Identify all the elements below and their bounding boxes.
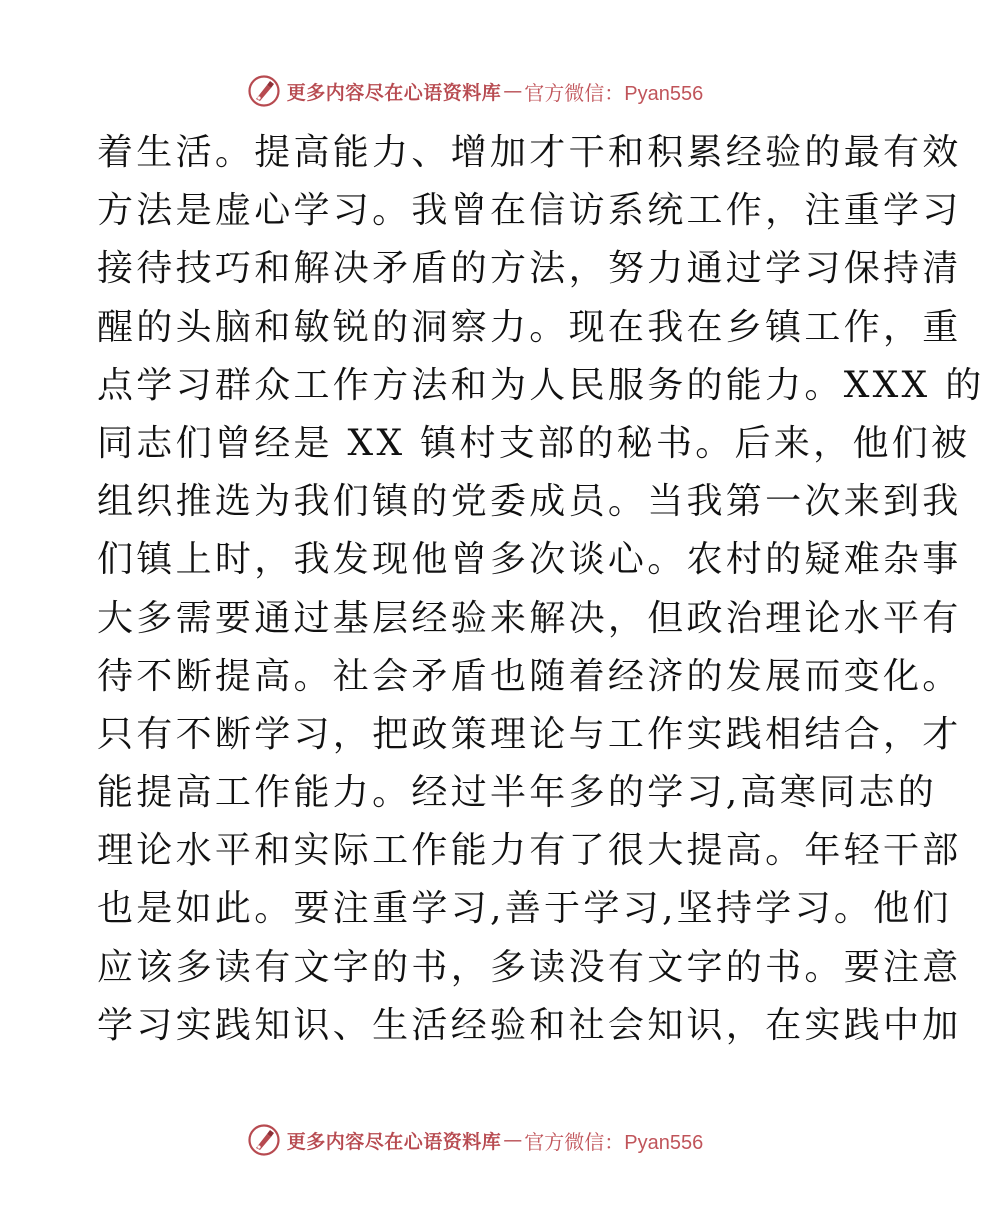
- watermark-separator: —: [503, 80, 523, 102]
- body-line: 同志们曾经是 XX 镇村支部的秘书。后来，他们被: [97, 422, 971, 464]
- body-line: 能提高工作能力。经过半年多的学习,高寒同志的: [97, 772, 938, 814]
- body-line: 组织推选为我们镇的党委成员。当我第一次来到我: [97, 481, 962, 523]
- document-body: [97, 124, 985, 1055]
- header-watermark: [0, 71, 950, 111]
- body-line: 醒的头脑和敏锐的洞察力。现在我在乡镇工作，重: [97, 306, 962, 348]
- body-line: 应该多读有文字的书，多读没有文字的书。要注意: [97, 946, 962, 988]
- body-line: 们镇上时，我发现他曾多次谈心。农村的疑难杂事: [97, 539, 962, 581]
- watermark-site-text: 更多内容尽在心语资料库: [286, 81, 502, 104]
- body-line: 点学习群众工作方法和为人民服务的能力。XXX 的: [97, 364, 985, 406]
- body-line: 学习实践知识、生活经验和社会知识，在实践中加: [97, 1004, 962, 1046]
- body-line: 只有不断学习，把政策理论与工作实践相结合，才: [97, 713, 962, 755]
- body-line: 待不断提高。社会矛盾也随着经济的发展而变化。: [97, 655, 962, 697]
- body-line: 着生活。提高能力、增加才干和积累经验的最有效: [97, 132, 962, 173]
- body-line: 方法是虚心学习。我曾在信访系统工作，注重学习: [97, 190, 962, 232]
- watermark-separator: —: [503, 1129, 523, 1151]
- body-line: 理论水平和实际工作能力有了很大提高。年轻干部: [97, 830, 962, 872]
- pen-logo-icon: [247, 74, 281, 108]
- body-line: 接待技巧和解决矛盾的方法，努力通过学习保持清: [97, 248, 962, 290]
- pen-logo-icon: [247, 1123, 281, 1157]
- footer-watermark: [0, 1120, 950, 1160]
- watermark-account-text: 官方微信：Pyan556: [524, 1131, 704, 1154]
- body-line: 大多需要通过基层经验来解决，但政治理论水平有: [97, 597, 962, 639]
- watermark-account-text: 官方微信：Pyan556: [524, 82, 704, 105]
- body-line: 也是如此。要注重学习,善于学习,坚持学习。他们: [97, 888, 952, 930]
- watermark-site-text: 更多内容尽在心语资料库: [286, 1130, 502, 1153]
